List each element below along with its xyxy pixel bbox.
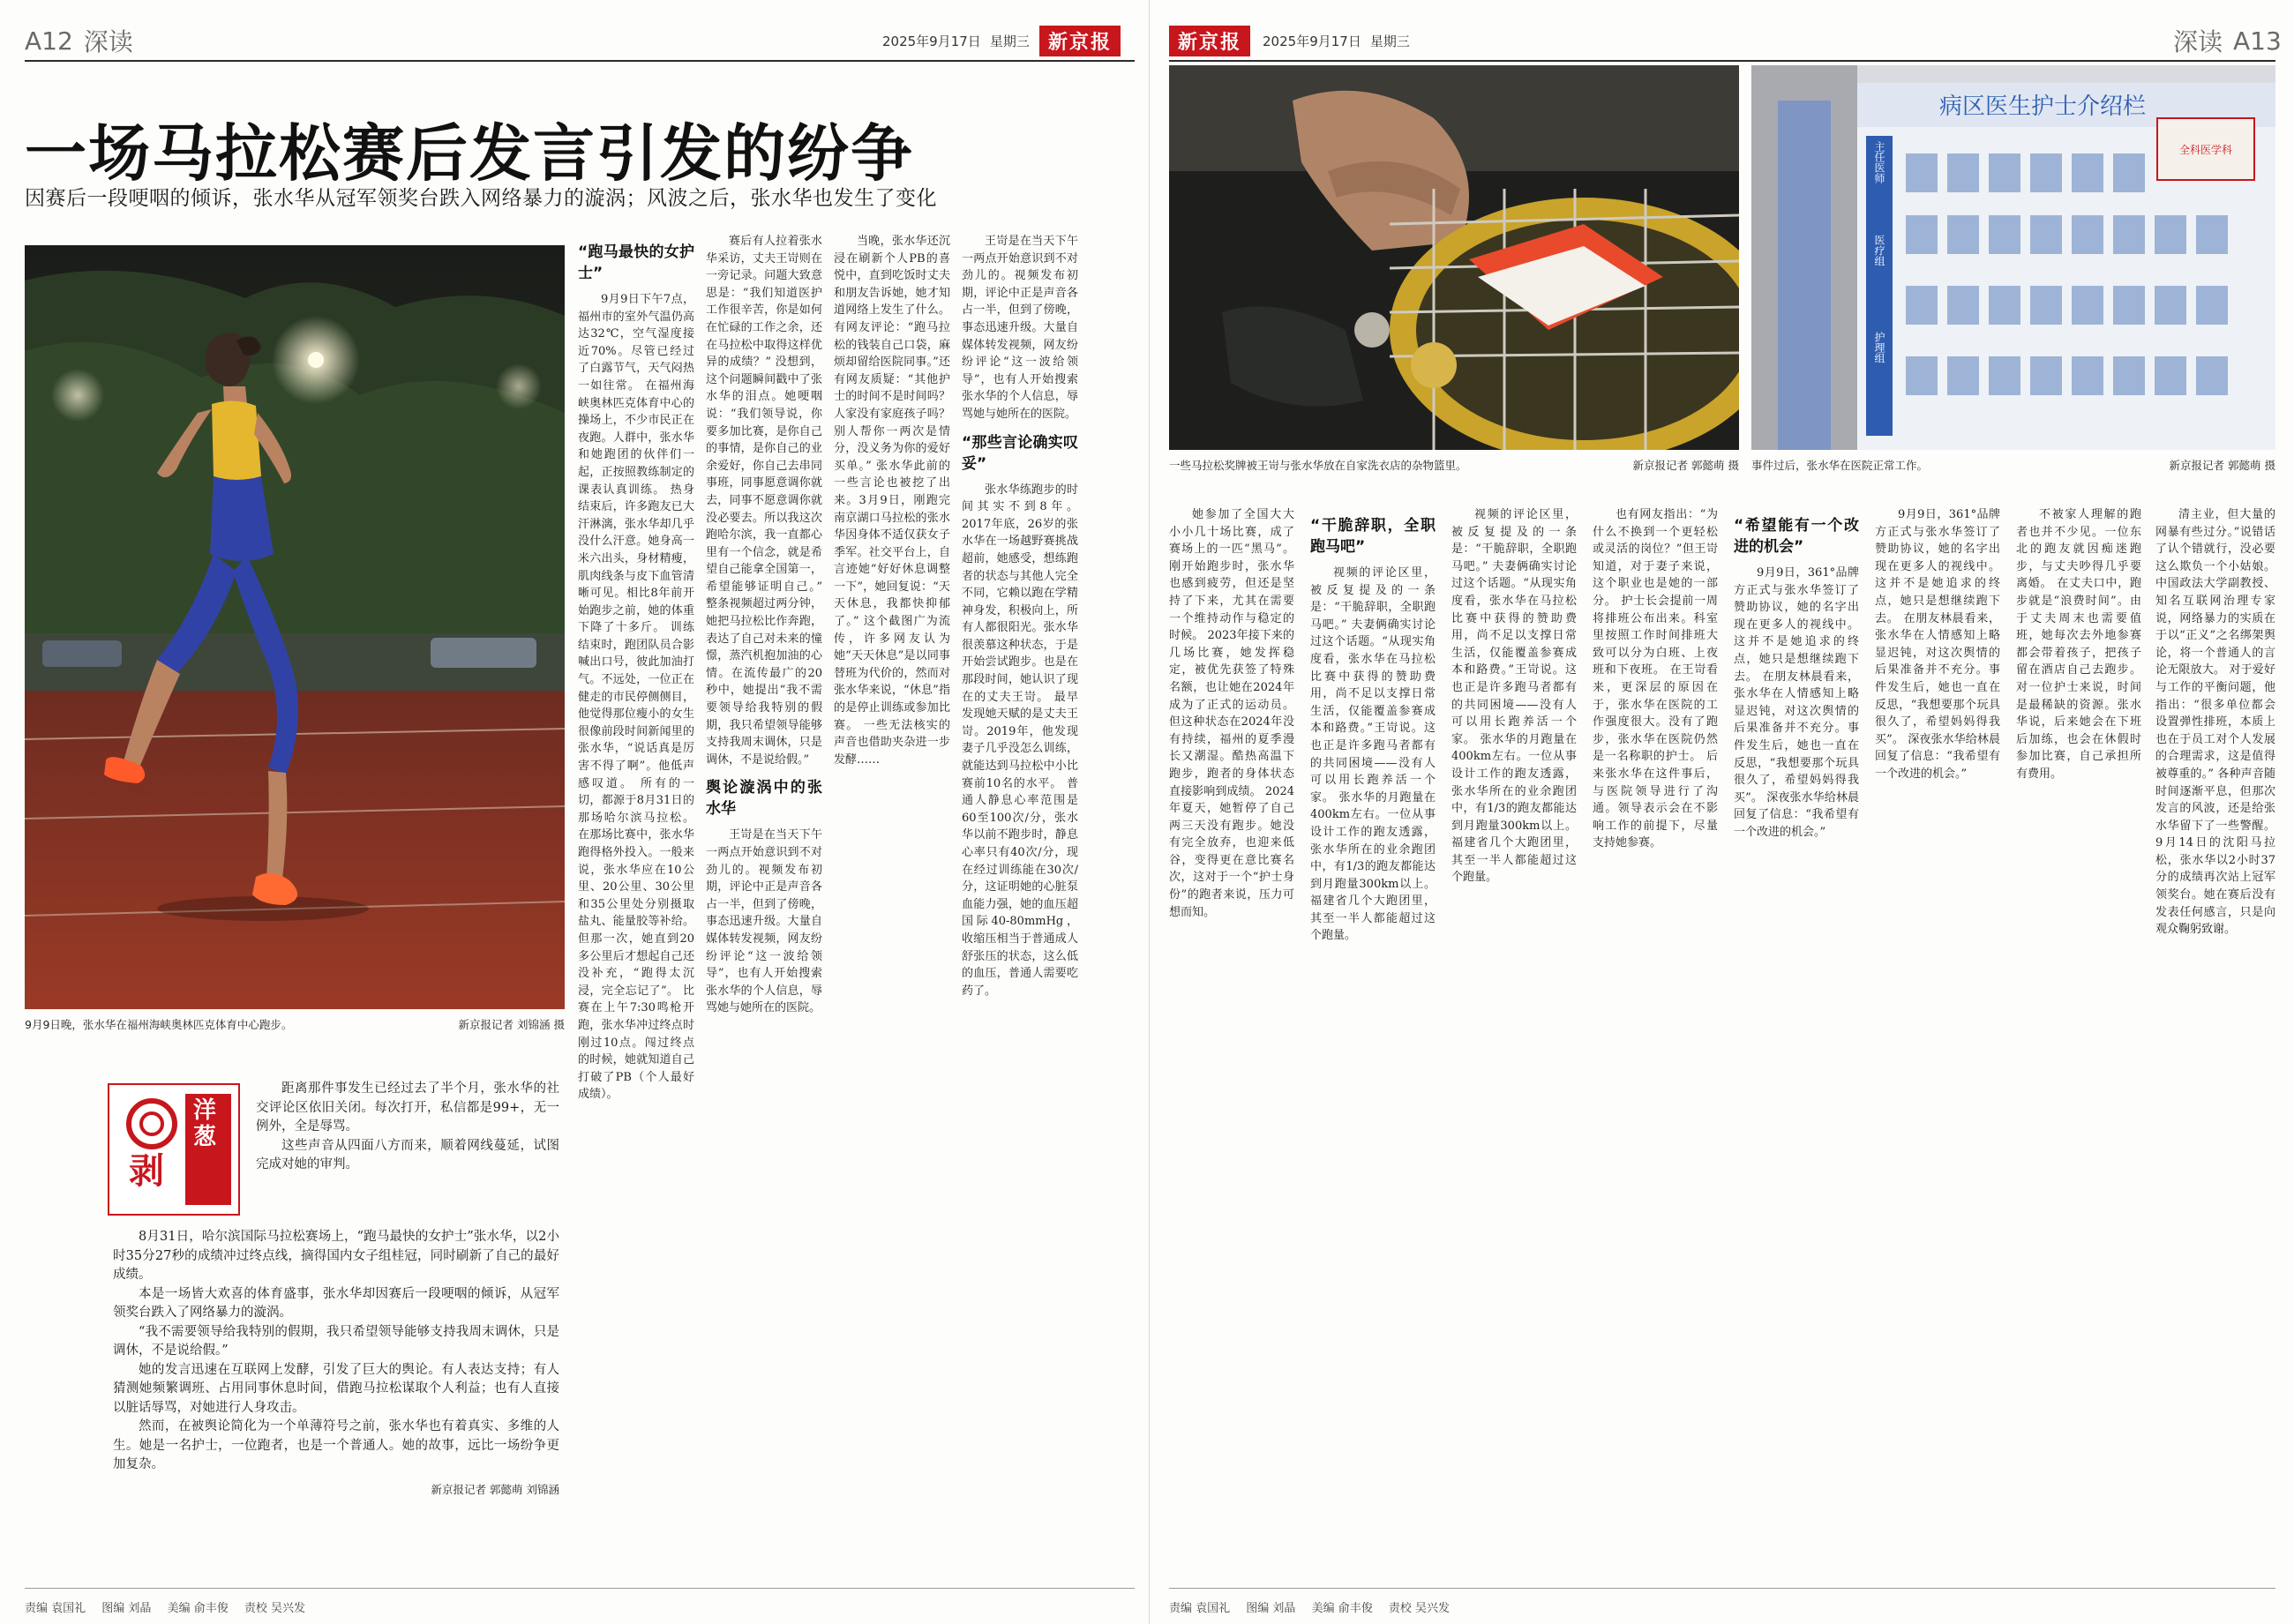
paragraph: “我不需要领导给我特别的假期，我只希望领导能够支持我周末调休，只是调休，不是说给假。” <box>113 1324 559 1358</box>
paragraph: 当晚，张水华还沉浸在刷新个人PB的喜悦中，直到吃饭时丈夫和朋友告诉她，她才知道网络上发生了什么。 有网友评论：“跑马拉松的钱装自己口袋，麻烦却留给医院同事。”还有网友质疑：“其他护士的时间不是时间吗？人家没有家庭孩子吗？别人帮你一两次是情分，没义务为你的爱好买单。” 张水华此前的一些言论也被挖了出来。3月9日，刚跑完南京湖口马拉松的张水华因身体不适仅获女子季军。社交平台上，自言迹她“好好休息调整一下”，她回复说：“天天休息，我都快抑郁了。” 这个截图广为流传，许多网友认为她“天天休息”是以同事替班为代价的，然而对张水华来说，“休息”指的是停止训练或参加比赛。 一些无法核实的声音也借助夹杂进一步发酵…… <box>834 235 950 767</box>
article-column-8 <box>1593 506 1718 1588</box>
hospital-board-photo <box>1751 65 2275 450</box>
paragraph: 8月31日，哈尔滨国际马拉松赛场上，“跑马最快的女护士”张水华，以2小时35分27秒的成绩冲过终点线，摘得国内女子组桂冠，同时刷新了自己的最好成绩。 <box>113 1230 559 1282</box>
header-rule <box>25 60 1135 62</box>
section-heading: “跑马最快的女护士” <box>578 243 694 282</box>
footer-image-editor: 图编 刘晶 <box>1246 1602 1296 1615</box>
paragraph: 她的发言迅速在互联网上发酵，引发了巨大的舆论。有人表达支持；有人猜测她频繁调班、占用同事休息时间，借跑马拉松谋取个人利益；也有人直接以脏话辱骂，对她进行人身攻击。 <box>113 1362 559 1415</box>
article-column-3 <box>834 233 950 1591</box>
paragraph: 9月9日下午7点，福州市的室外气温仍高达32℃，空气湿度接近70%。尽管已经过了白露节气，天气闷热一如往常。 在福州海峡奥林匹克体育中心的操场上，不少市民正在夜跑。人群中，张水华和她跑团的伙伴们一起，正按照教练制定的课表认真训练。 热身结束后，许多跑友已大汗淋漓，张水华却几乎没什么汗意。她身高一米六出头，身材精瘦，肌肉线条与皮下血管清晰可见。相比8年前开始跑步之前，她的体重下降了十多斤。 训练结束时，跑团队员合影喊出口号，彼此加油打气。不远处，一位正在健走的市民停侧侧目，他觉得那位瘦小的女生很像前段时间新闻里的张水华，“说话真是厉害不得了啊”。他低声感叹道。 所有的一切，都源于8月31日的那场哈尔滨马拉松。 在那场比赛中，张水华跑得格外投入。一般来说，张水华应在10公里、20公里、30公里和35公里处分别摄取盐丸、能量胶等补给。但那一次，她直到20多公里后才想起自己还没补充，“跑得太沉浸，完全忘记了”。 比赛在上午7:30鸣枪开跑，张水华冲过终点时刚过10点。闯过终点的时候，她就知道自己打破了PB（个人最好成绩）。 <box>578 293 694 1102</box>
paragraph: 9月9日，361°品牌方正式与张水华签订了赞助协议，她的名字出现在更多人的视线中。这并不是她追求的终点，她只是想继续跑下去。 在朋友林晨看来，张水华在人情感知上略显迟钝，对这次舆情的后果准备并不充分。事件发生后，她也一直在反思，“我想要那个玩具很久了，希望妈妈得我买”。 深夜张水华给林晨回复了信息：“我希望有一个改进的机会。” <box>1875 508 2000 781</box>
footer-designer: 美编 俞丰俊 <box>167 1602 229 1615</box>
section-heading: “那些言论确实叹妥” <box>962 433 1078 473</box>
paragraph: 赛后有人拉着张水华采访，丈夫王岢则在一旁记录。问题大致意思是：“我们知道医护工作很辛苦，你是如何在忙碌的工作之余，还在马拉松中取得这样优异的成绩？” 没想到，这个问题瞬间戳中了张水华的泪点。她哽咽说：“我们领导说，你要多加比赛，是你自己的事情，是你自己的业余爱好，你自己去串同事班，同事愿意调你就去，同事不愿意调你就没必要去。所以我这次跑哈尔滨，我一直都心里有一个信念，就是希望自己能拿全国第一，希望能够证明自己。” 整条视频超过两分钟，她把马拉松比作奔跑，表达了自己对未来的憧憬，蒸汽机抱加油的心情。在流传最广的20秒中，她提出“我不需要领导给我特别的假期，我只希望领导能够支持我周末调休，只是调休，不是说给假。” <box>706 235 822 767</box>
paragraph: 这些声音从四面八方而来，顺着网线蔓延，试图完成对她的审判。 <box>256 1138 559 1171</box>
section-heading: 舆论漩涡中的张水华 <box>706 779 822 819</box>
photo-credit: 新京报记者 郭懿萌 摄 <box>1632 459 1739 472</box>
medals-photo-caption <box>1169 457 1739 473</box>
footer-proofreader: 责校 吴兴发 <box>1388 1602 1450 1615</box>
footer-editor: 责编 袁国礼 <box>1169 1602 1231 1615</box>
article-column-4 <box>962 233 1078 1591</box>
right-header <box>2173 26 2282 55</box>
newspaper-logo: 新京报 <box>1039 26 1121 56</box>
article-column-2 <box>706 233 822 1591</box>
page-right <box>1149 0 2294 1624</box>
paragraph: 王岢是在当天下午一两点开始意识到不对劲儿的。视频发布初期，评论中正是声音各占一半，但到了傍晚，事态迅速升级。大量自媒体转发视频，网友纷纷评论“这一波给领导”，也有人开始搜索张水华的个人信息，辱骂她与她所在的医院。 <box>706 828 822 1015</box>
page-number: A12 <box>25 26 73 56</box>
headline: 一场马拉松赛后发言引发的纷争 <box>25 116 914 190</box>
left-header <box>25 26 133 55</box>
photo-credit: 新京报记者 郭懿萌 摄 <box>2169 459 2275 472</box>
article-column-1 <box>578 233 694 1591</box>
board-side-label-3: 护理组 <box>1873 332 1885 363</box>
article-column-9 <box>1734 506 1859 1588</box>
caption-text: 9月9日晚，张水华在福州海峡奥林匹克体育中心跑步。 <box>25 1018 293 1031</box>
paragraph: 视频的评论区里，被反复提及的一条是：“干脆辞职，全职跑马吧。” 夫妻俩确实讨论过这个话题。“从现实角度看，张水华在马拉松比赛中获得的赞助费用，尚不足以支撑日常生活，仅能覆盖参赛成本和路费。”王岢说。这也正是许多跑马者都有的共同困境——没有人可以用长跑养活一个家。 张水华的月跑量在400km左右。一位从事设计工作的跑友透露，张水华所在的业余跑团中，有1/3的跑友都能达到月跑量300km以上。 福建省几个大跑团里，其至一半人都能超过这个跑量。 <box>1451 508 1577 885</box>
board-side-label-2: 医疗组 <box>1873 235 1885 266</box>
page-number: A13 <box>2233 26 2282 56</box>
paragraph: 清主业，但大量的网暴有些过分。”说错话了认个错就行，没必要这么欺负一个小姑娘。 中国政法大学副教授、知名互联网治理专家说，网络暴力的实质在于以“正义”之名绑架舆论，将一个普通人的言论无限放大。 对于爱好与工作的平衡问题，他指出：“很多单位都会设置弹性排班，本质上也在于员工对个人发展的合理需求，这是值得被尊重的。” 各种声音随时间逐渐平息，但那次发言的风波，还是给张水华留下了一些警醒。 9月14日的沈阳马拉松，张水华以2小时37分的成绩再次站上冠军领奖台。她在赛后没有发表任何感言，只是向观众鞠躬致谢。 <box>2155 508 2275 937</box>
section-name: 深读 <box>83 27 133 56</box>
comment-intro <box>256 1080 559 1230</box>
hospital-photo-caption <box>1751 457 2275 473</box>
paragraph: 距离那件事发生已经过去了半个月，张水华的社交评论区依旧关闭。每次打开，私信都是99+，无一例外，全是辱骂。 <box>256 1081 559 1134</box>
footer-designer: 美编 俞丰俊 <box>1311 1602 1373 1615</box>
issue-weekday: 星期三 <box>1369 33 1410 49</box>
photo-credit: 新京报记者 刘锦涵 摄 <box>458 1018 565 1031</box>
column-label: 洋葱 <box>192 1097 216 1150</box>
paragraph: 她参加了全国大大小小几十场比赛，成了赛场上的一匹“黑马”。刚开始跑步时，张水华也感到疲劳，但还是坚持了下来，尤其在需要一个维持动作与稳定的时候。 2023年接下来的几场比赛，她发挥稳定，被优先获签了特殊名额，也让她在2024年成为了正式的运动员。 但这种状态在2024年没有持续，福州的夏季漫长又潮湿。酷热高温下跑步，跑者的身体状态直接影响到成绩。 2024年夏天，她暂停了自己两三天没有跑步。她没有完全放弃，也迎来低谷，变得更在意比赛名次，这对于一个“护士身份”的跑者来说，压力可想而知。 <box>1169 508 1294 919</box>
medals-photo <box>1169 65 1739 450</box>
left-brand-wrap <box>1039 26 1121 55</box>
paragraph: 9月9日，361°品牌方正式与张水华签订了赞助协议，她的名字出现在更多人的视线中。这并不是她追求的终点，她只是想继续跑下去。 在朋友林晨看来，张水华在人情感知上略显迟钝，对这次舆情的后果准备并不充分。事件发生后，她也一直在反思，“我想要那个玩具很久了，希望妈妈得我买”。 深夜张水华给林晨回复了信息：“我希望有一个改进的机会。” <box>1734 566 1859 839</box>
section-name: 深读 <box>2173 27 2223 56</box>
board-title: 病区医生护士介绍栏 <box>1938 94 2147 120</box>
article-column-6 <box>1310 506 1436 1588</box>
paragraph: 不被家人理解的跑者也并不少见。一位东北的跑友就因痴迷跑步，与丈夫吵得几乎要离婚。 在丈夫口中，跑步就是“浪费时间”。由于丈夫周末也需要值班，她每次去外地参赛都会带着孩子，把孩子留在酒店自己去跑步。 对一位护士来说，时间是最稀缺的资源。张水华说，后来她会在下班后加练，也会在休假时参加比赛，自己承担所有费用。 <box>2016 508 2141 781</box>
paragraph: 张水华练跑步的时间其实不到8年。2017年底，26岁的张水华在一场越野赛挑战超前，她感受，想练跑者的状态与其他人完全不同，它赖以跑在学精神身发，积极向上，所有人都很阳光。张水华很羡慕这种状态，于是开始尝试跑步。也是在那段时间，她认识了现在的丈夫王岢。 最早发现她天赋的是丈夫王岢。2019年，他发现妻子几乎没怎么训练，就能达到马拉松中小比赛前10名的水平。 普通人静息心率范围是60至100次/分，张水华以前不跑步时，静息心率只有40次/分，现在经过训练能在30次/分，这证明她的心脏泵血能力强，她的血压超国际40-80mmHg，收缩压相当于普通成人舒张压的状态，这么低的血压，普通人需要吃药了。 <box>962 483 1078 998</box>
paragraph: 也有网友指出：“为什么不换到一个更轻松或灵活的岗位？”但王岢知道，对于妻子来说，这个职业也是她的一部分。 护士长会提前一周将排班公布出来。科室里按照工作时间排班大致可以分为白班、上夜班和下夜班。 在王岢看来，更深层的原因在于，张水华在医院的工作强度很大。没有了跑步，张水华在医院仍然是一名称职的护士。 后来张水华在这件事后，与医院领导进行了沟通。领导表示会在不影响工作的前提下，尽量支持她参赛。 <box>1593 508 1718 850</box>
article-column-10 <box>1875 506 2000 1588</box>
footer-rule <box>1169 1588 2275 1589</box>
left-footer <box>25 1598 318 1615</box>
paragraph: 本是一场皆大欢喜的体育盛事，张水华却因赛后一段哽咽的倾诉，从冠军领奖台跌入了网络暴力的漩涡。 <box>113 1286 559 1320</box>
paragraph: 然而，在被舆论简化为一个单薄符号之前，张水华也有着真实、多维的人生。她是一名护士，一位跑者，也是一个普通人。她的故事，远比一场纷争更加复杂。 <box>113 1419 559 1471</box>
runner-photo-caption <box>25 1016 565 1032</box>
issue-date: 2025年9月17日 <box>1263 33 1361 49</box>
footer-editor: 责编 袁国礼 <box>25 1602 86 1615</box>
paragraph: 视频的评论区里，被反复提及的一条是：“干脆辞职，全职跑马吧。” 夫妻俩确实讨论过这个话题。“从现实角度看，张水华在马拉松比赛中获得的赞助费用，尚不足以支撑日常生活，仅能覆盖参赛成本和路费。”王岢说。这也正是许多跑马者都有的共同困境——没有人可以用长跑养活一个家。 张水华的月跑量在400km左右。一位从事设计工作的跑友透露，张水华所在的业余跑团中，有1/3的跑友都能达到月跑量300km以上。 福建省几个大跑团里，其至一半人都能超过这个跑量。 <box>1310 566 1436 943</box>
right-footer <box>1169 1598 1462 1615</box>
footer-proofreader: 责校 吴兴发 <box>244 1602 305 1615</box>
issue-weekday: 星期三 <box>989 33 1030 49</box>
subheadline: 因赛后一段哽咽的倾诉，张水华从冠军领奖台跌入网络暴力的漩涡；风波之后，张水华也发生了变化 <box>25 187 937 210</box>
left-dateline <box>882 26 1030 55</box>
issue-date: 2025年9月17日 <box>882 33 981 49</box>
board-section-label: 全科医学科 <box>2178 144 2233 156</box>
column-title: 剥 <box>129 1151 164 1192</box>
comment-body <box>113 1228 559 1597</box>
article-column-11 <box>2016 506 2141 1588</box>
section-heading: “希望能有一个改进的机会” <box>1734 517 1859 556</box>
article-column-7 <box>1451 506 1577 1588</box>
newspaper-logo: 新京报 <box>1169 26 1250 56</box>
article-column-12 <box>2155 506 2275 1588</box>
runner-photo <box>25 245 565 1009</box>
article-column-5 <box>1169 506 1294 1588</box>
header-rule <box>1169 60 2275 62</box>
section-heading: “干脆辞职，全职跑马吧” <box>1310 517 1436 556</box>
footer-image-editor: 图编 刘晶 <box>101 1602 152 1615</box>
caption-text: 一些马拉松奖牌被王岢与张水华放在自家洗衣店的杂物篮里。 <box>1169 459 1467 472</box>
right-brand-wrap <box>1169 26 1410 55</box>
footer-rule <box>25 1588 1135 1589</box>
caption-text: 事件过后，张水华在医院正常工作。 <box>1751 459 1929 472</box>
paragraph: 王岢是在当天下午一两点开始意识到不对劲儿的。视频发布初期，评论中正是声音各占一半，但到了傍晚，事态迅速升级。大量自媒体转发视频，网友纷纷评论“这一波给领导”，也有人开始搜索张水华的个人信息，辱骂她与她所在的医院。 <box>962 235 1078 421</box>
board-side-label-1: 主任医师 <box>1873 141 1885 183</box>
byline: 新京报记者 郭懿萌 刘锦涵 <box>431 1482 559 1496</box>
